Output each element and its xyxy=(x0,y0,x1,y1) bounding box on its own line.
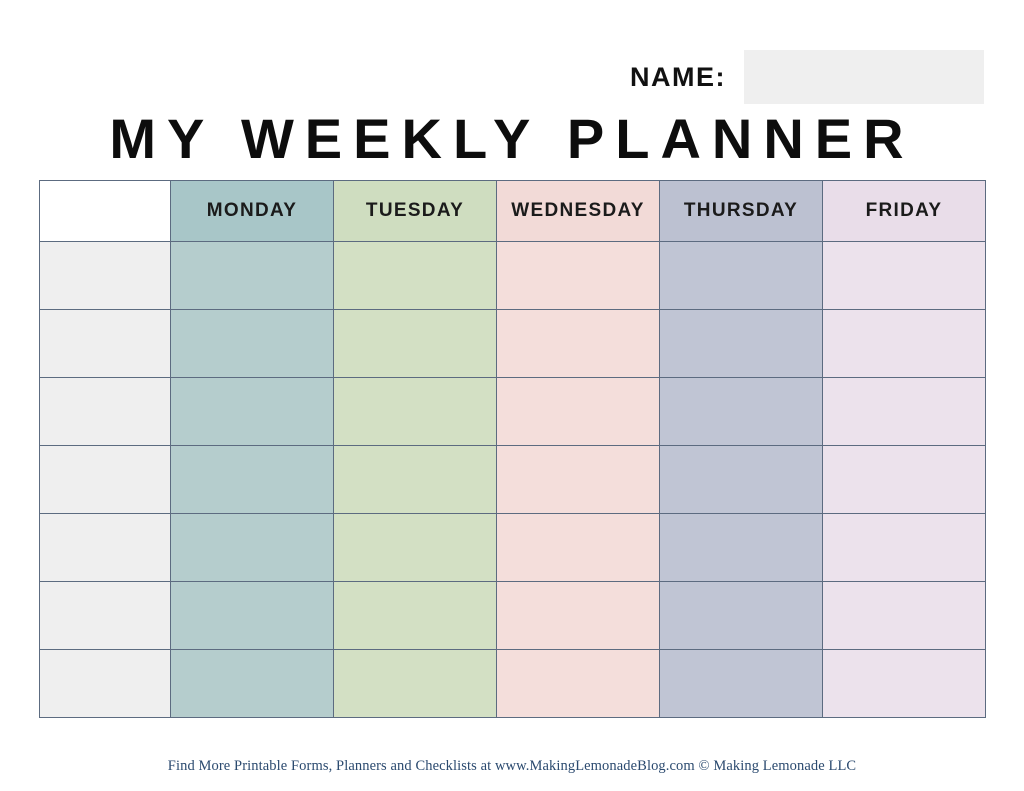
cell-monday[interactable] xyxy=(171,446,334,514)
cell-input-thursday[interactable] xyxy=(660,242,822,309)
cell-wednesday[interactable] xyxy=(497,514,660,582)
cell-monday[interactable] xyxy=(171,514,334,582)
cell-input-thursday[interactable] xyxy=(660,310,822,377)
cell-wednesday[interactable] xyxy=(497,446,660,514)
cell-wednesday[interactable] xyxy=(497,310,660,378)
row-label-input[interactable] xyxy=(40,378,170,445)
weekly-planner-table xyxy=(39,180,986,718)
cell-tuesday[interactable] xyxy=(334,446,497,514)
table-row xyxy=(40,310,986,378)
cell-input-thursday[interactable] xyxy=(660,446,822,513)
table-row xyxy=(40,378,986,446)
cell-thursday[interactable] xyxy=(660,514,823,582)
table-header xyxy=(40,181,986,242)
row-label-cell[interactable] xyxy=(40,446,171,514)
table-row xyxy=(40,446,986,514)
cell-input-tuesday[interactable] xyxy=(334,378,496,445)
cell-input-tuesday[interactable] xyxy=(334,446,496,513)
cell-wednesday[interactable] xyxy=(497,378,660,446)
row-label-input[interactable] xyxy=(40,650,170,717)
cell-friday[interactable] xyxy=(823,310,986,378)
cell-input-monday[interactable] xyxy=(171,242,333,309)
row-label-input[interactable] xyxy=(40,582,170,649)
cell-monday[interactable] xyxy=(171,242,334,310)
row-label-input[interactable] xyxy=(40,446,170,513)
cell-monday[interactable] xyxy=(171,650,334,718)
cell-input-wednesday[interactable] xyxy=(497,378,659,445)
name-input[interactable] xyxy=(744,50,984,104)
cell-tuesday[interactable] xyxy=(334,514,497,582)
cell-friday[interactable] xyxy=(823,514,986,582)
column-header-thursday: THURSDAY xyxy=(660,181,823,242)
cell-input-tuesday[interactable] xyxy=(334,582,496,649)
cell-input-monday[interactable] xyxy=(171,514,333,581)
cell-input-wednesday[interactable] xyxy=(497,446,659,513)
name-label: NAME: xyxy=(630,61,726,92)
table-row xyxy=(40,242,986,310)
cell-input-monday[interactable] xyxy=(171,378,333,445)
cell-input-wednesday[interactable] xyxy=(497,650,659,717)
cell-input-friday[interactable] xyxy=(823,310,985,377)
cell-tuesday[interactable] xyxy=(334,378,497,446)
cell-thursday[interactable] xyxy=(660,310,823,378)
column-header-wednesday: WEDNESDAY xyxy=(497,181,660,242)
column-header-corner xyxy=(40,181,171,242)
cell-input-tuesday[interactable] xyxy=(334,650,496,717)
cell-input-wednesday[interactable] xyxy=(497,310,659,377)
table-row xyxy=(40,582,986,650)
cell-input-friday[interactable] xyxy=(823,582,985,649)
row-label-cell[interactable] xyxy=(40,650,171,718)
cell-input-friday[interactable] xyxy=(823,378,985,445)
cell-input-tuesday[interactable] xyxy=(334,514,496,581)
cell-thursday[interactable] xyxy=(660,242,823,310)
cell-monday[interactable] xyxy=(171,310,334,378)
cell-friday[interactable] xyxy=(823,582,986,650)
row-label-cell[interactable] xyxy=(40,514,171,582)
row-label-input[interactable] xyxy=(40,310,170,377)
cell-tuesday[interactable] xyxy=(334,310,497,378)
cell-wednesday[interactable] xyxy=(497,242,660,310)
column-header-tuesday: TUESDAY xyxy=(334,181,497,242)
cell-friday[interactable] xyxy=(823,242,986,310)
cell-input-thursday[interactable] xyxy=(660,514,822,581)
row-label-cell[interactable] xyxy=(40,378,171,446)
cell-input-friday[interactable] xyxy=(823,242,985,309)
cell-wednesday[interactable] xyxy=(497,582,660,650)
header-row xyxy=(40,181,986,242)
table-row xyxy=(40,514,986,582)
cell-input-friday[interactable] xyxy=(823,446,985,513)
row-label-cell[interactable] xyxy=(40,242,171,310)
page-title: MY WEEKLY PLANNER xyxy=(109,107,915,170)
cell-input-friday[interactable] xyxy=(823,514,985,581)
cell-thursday[interactable] xyxy=(660,446,823,514)
row-label-input[interactable] xyxy=(40,242,170,309)
cell-tuesday[interactable] xyxy=(334,242,497,310)
table-body xyxy=(40,242,986,718)
cell-input-monday[interactable] xyxy=(171,446,333,513)
row-label-cell[interactable] xyxy=(40,310,171,378)
cell-tuesday[interactable] xyxy=(334,650,497,718)
cell-friday[interactable] xyxy=(823,650,986,718)
cell-friday[interactable] xyxy=(823,446,986,514)
cell-input-tuesday[interactable] xyxy=(334,310,496,377)
name-row xyxy=(40,48,984,106)
row-label-input[interactable] xyxy=(40,514,170,581)
cell-tuesday[interactable] xyxy=(334,582,497,650)
cell-input-monday[interactable] xyxy=(171,650,333,717)
cell-input-thursday[interactable] xyxy=(660,378,822,445)
cell-monday[interactable] xyxy=(171,378,334,446)
cell-input-thursday[interactable] xyxy=(660,582,822,649)
cell-input-monday[interactable] xyxy=(171,582,333,649)
column-header-friday: FRIDAY xyxy=(823,181,986,242)
cell-input-wednesday[interactable] xyxy=(497,242,659,309)
cell-input-friday[interactable] xyxy=(823,650,985,717)
cell-input-wednesday[interactable] xyxy=(497,582,659,649)
column-header-monday: MONDAY xyxy=(171,181,334,242)
cell-thursday[interactable] xyxy=(660,650,823,718)
cell-input-thursday[interactable] xyxy=(660,650,822,717)
table-row xyxy=(40,650,986,718)
cell-thursday[interactable] xyxy=(660,582,823,650)
cell-thursday[interactable] xyxy=(660,378,823,446)
cell-monday[interactable] xyxy=(171,582,334,650)
footer-credit: Find More Printable Forms, Planners and Checklists at www.MakingLemonadeBlog.com © Making Lemonade LLC xyxy=(167,758,857,774)
cell-input-monday[interactable] xyxy=(171,310,333,377)
cell-input-wednesday[interactable] xyxy=(497,514,659,581)
cell-friday[interactable] xyxy=(823,378,986,446)
cell-wednesday[interactable] xyxy=(497,650,660,718)
cell-input-tuesday[interactable] xyxy=(334,242,496,309)
row-label-cell[interactable] xyxy=(40,582,171,650)
